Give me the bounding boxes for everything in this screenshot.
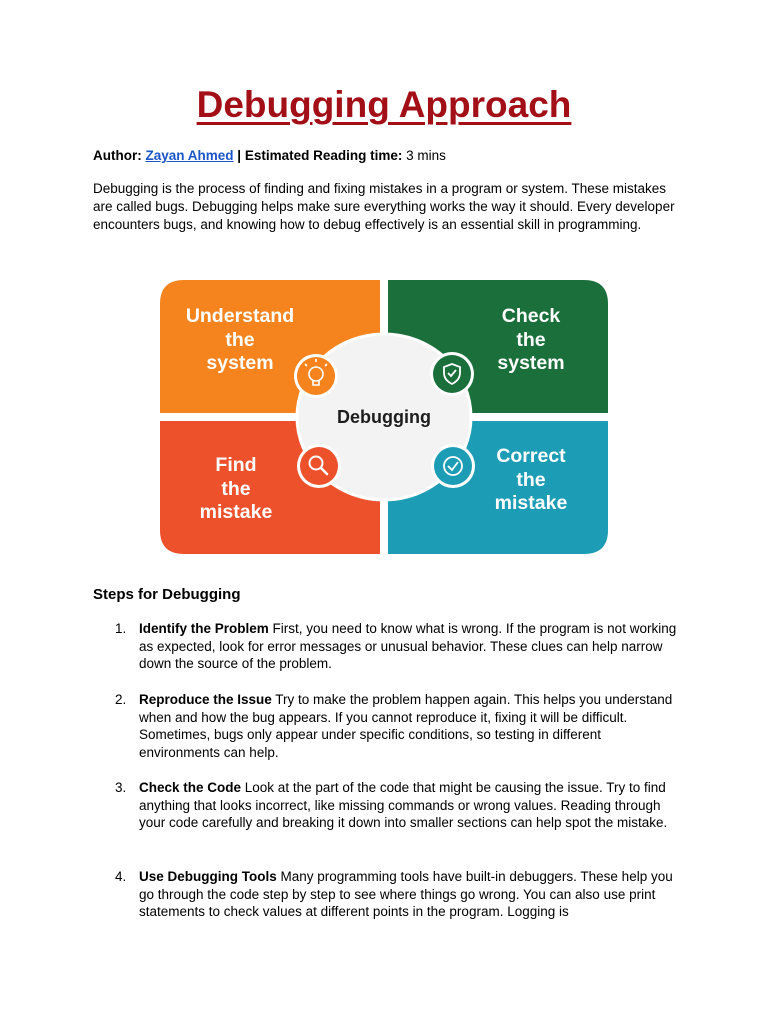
- step-body: Try to make the problem happen again. This helps you understand when and how the bug appears. If you cannot reproduce it, fixing it will be difficult. Sometimes, bugs only appear under specific conditions, so testing in different environments can help.: [139, 692, 673, 760]
- quadrant-label-check: Check the system: [497, 305, 565, 374]
- step-number: 1.: [115, 621, 127, 636]
- quadrant-label-correct: Correct the mistake: [494, 445, 568, 514]
- step-title: Reproduce the Issue: [139, 692, 272, 707]
- quadrant-label-understand: Understand the system: [185, 305, 295, 374]
- page-title: Debugging Approach: [196, 84, 572, 125]
- meta-separator: |: [237, 148, 242, 163]
- section-heading: Steps for Debugging: [93, 586, 241, 603]
- step-body: Look at the part of the code that might be causing the issue. Try to find anything that looks incorrect, like missing commands or wrong values. Reading through your code carefully and breaking it down into smaller sections can help spot the mistake.: [139, 780, 668, 831]
- author-label: Author:: [93, 148, 142, 163]
- debugging-diagram: [160, 280, 608, 554]
- step-title: Identify the Problem: [139, 621, 269, 636]
- diagram-center-label: Debugging: [337, 407, 431, 427]
- reading-time-label: Estimated Reading time:: [244, 148, 403, 163]
- quadrant-label-find: Find the mistake: [199, 454, 273, 523]
- intro-paragraph: Debugging is the process of finding and fixing mistakes in a program or system. These mistakes are called bugs. Debugging helps make sure everything works the way it should. Every developer encounters bugs, and knowing how to debug effectively is an essential skill in programming.: [93, 181, 675, 232]
- step-title: Use Debugging Tools: [139, 869, 277, 884]
- step-body: First, you need to know what is wrong. If the program is not working as expected, look for error messages or unusual behavior. These clues can help narrow down the source of the problem.: [139, 621, 677, 672]
- step-title: Check the Code: [139, 780, 242, 795]
- author-link[interactable]: Zayan Ahmed: [145, 148, 234, 163]
- author-line: [93, 148, 446, 163]
- step-number: 4.: [115, 869, 127, 884]
- reading-time-value: 3 mins: [406, 148, 446, 163]
- step-body: Many programming tools have built-in debuggers. These help you go through the code step by step to see where things go wrong. You can also use print statements to check values at different points in the program. Logging is: [139, 869, 673, 920]
- step-number: 3.: [115, 780, 127, 795]
- step-number: 2.: [115, 692, 127, 707]
